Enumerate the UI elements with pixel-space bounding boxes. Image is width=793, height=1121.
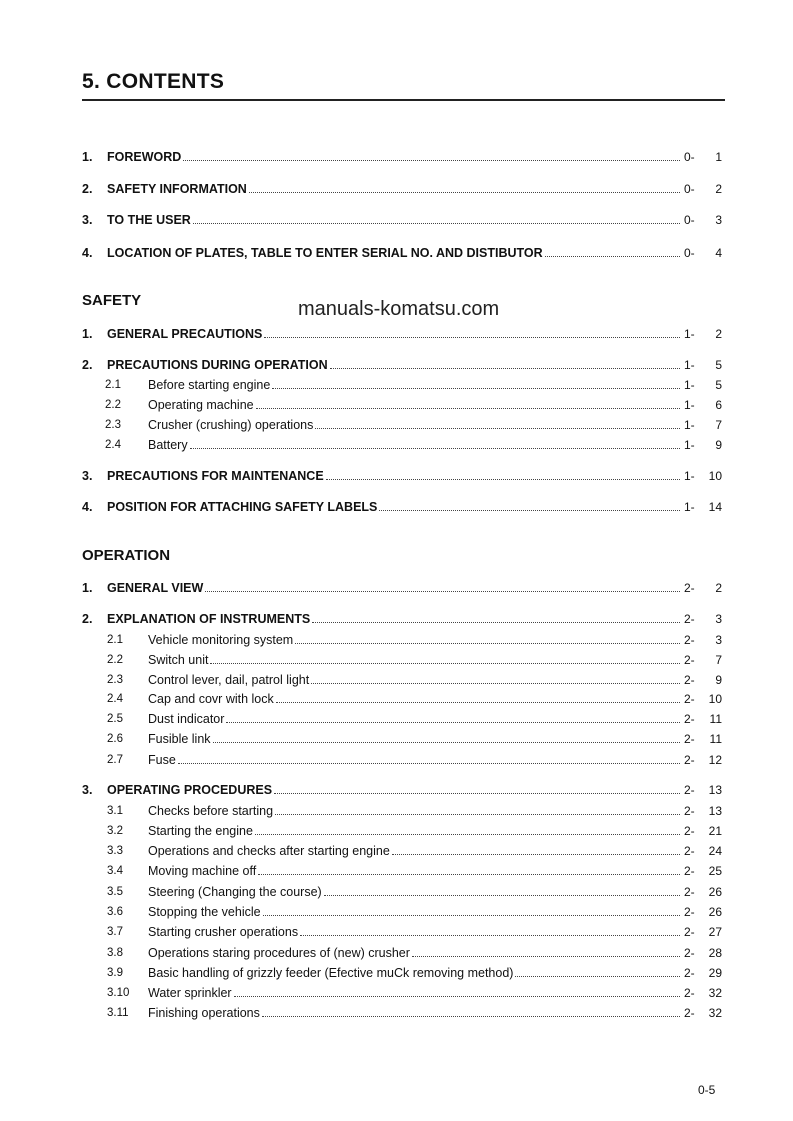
entry-number: 3.3	[107, 845, 123, 857]
dot-leader	[300, 935, 680, 936]
entry-page	[684, 418, 722, 432]
entry-title: Starting the engine	[148, 824, 253, 838]
toc-entry[interactable]	[82, 467, 722, 483]
chapter-number: 2-	[684, 966, 695, 980]
entry-page	[684, 327, 722, 341]
entry-page	[684, 692, 722, 706]
watermark: manuals-komatsu.com	[298, 298, 500, 320]
entry-title: Switch unit	[148, 653, 209, 667]
entry-number: 2.3	[107, 674, 123, 686]
page-number-value: 13	[708, 783, 722, 797]
entry-title: Operating machine	[148, 398, 254, 412]
toc-subentry[interactable]	[82, 822, 722, 838]
entry-page	[684, 864, 722, 878]
dot-leader	[326, 479, 680, 480]
entry-title: OPERATING PROCEDURES	[107, 783, 273, 797]
dot-leader	[515, 976, 680, 977]
entry-number: 3.7	[107, 926, 123, 938]
dot-leader	[193, 223, 680, 224]
title-rule	[82, 99, 725, 101]
entry-page	[684, 844, 722, 858]
dot-leader	[315, 428, 680, 429]
dot-leader	[205, 591, 680, 592]
entry-title: Water sprinkler	[148, 986, 232, 1000]
dot-leader	[311, 683, 680, 684]
entry-number: 2.	[82, 358, 93, 372]
page-number-value: 21	[708, 824, 722, 838]
entry-number: 3.6	[107, 906, 123, 918]
page-number-value: 2	[715, 327, 722, 341]
entry-page	[684, 986, 722, 1000]
toc-subentry[interactable]	[82, 1004, 722, 1020]
toc-subentry[interactable]	[82, 964, 722, 980]
entry-number: 3.	[82, 213, 93, 227]
toc-subentry[interactable]	[82, 376, 722, 392]
dot-leader	[379, 510, 680, 511]
entry-page	[684, 885, 722, 899]
dot-leader	[190, 448, 680, 449]
chapter-number: 1-	[684, 418, 695, 432]
dot-leader	[258, 874, 680, 875]
page-number-value: 25	[708, 864, 722, 878]
chapter-number: 2-	[684, 712, 695, 726]
toc-subentry[interactable]	[82, 802, 722, 818]
page-number-value: 28	[708, 946, 722, 960]
entry-title: TO THE USER	[107, 213, 191, 227]
entry-page	[684, 712, 722, 726]
entry-title: Finishing operations	[148, 1006, 260, 1020]
chapter-number: 1-	[684, 469, 695, 483]
entry-title: EXPLANATION OF INSTRUMENTS	[107, 612, 311, 626]
dot-leader	[545, 256, 680, 257]
chapter-number: 1-	[684, 378, 695, 392]
entry-page	[684, 438, 722, 452]
entry-number: 1.	[82, 581, 93, 595]
toc-subentry[interactable]	[82, 842, 722, 858]
dot-leader	[255, 834, 680, 835]
page-number-value: 4	[715, 246, 722, 260]
dot-leader	[213, 742, 680, 743]
entry-title: SAFETY INFORMATION	[107, 182, 247, 196]
chapter-number: 2-	[684, 824, 695, 838]
page-number-value: 14	[708, 500, 722, 514]
chapter-number: 2-	[684, 885, 695, 899]
dot-leader	[262, 1016, 680, 1017]
page-number-value: 1	[715, 150, 722, 164]
entry-title: Checks before starting	[148, 804, 274, 818]
toc-subentry[interactable]	[82, 651, 722, 667]
entry-number: 2.4	[107, 693, 123, 705]
entry-title: Cap and covr with lock	[148, 692, 274, 706]
dot-leader	[274, 793, 680, 794]
entry-number: 3.8	[107, 947, 123, 959]
page-number-value: 9	[715, 438, 722, 452]
toc-subentry[interactable]	[82, 903, 722, 919]
page-number-value: 10	[708, 692, 722, 706]
toc-subentry[interactable]	[82, 944, 722, 960]
chapter-number: 0-	[684, 182, 695, 196]
dot-leader	[249, 192, 680, 193]
dot-leader	[392, 854, 680, 855]
page-number-value: 11	[709, 712, 722, 726]
page-number-value: 10	[708, 469, 722, 483]
chapter-number: 1-	[684, 500, 695, 514]
entry-number: 2.	[82, 182, 93, 196]
toc-entry[interactable]	[82, 356, 722, 372]
section-heading-safety: SAFETY	[82, 292, 142, 309]
page-number-value: 5	[715, 358, 722, 372]
entry-number: 3.2	[107, 825, 123, 837]
toc-subentry[interactable]	[82, 751, 722, 767]
entry-title: PRECAUTIONS DURING OPERATION	[107, 358, 328, 372]
entry-number: 2.6	[107, 733, 123, 745]
entry-number: 3.11	[107, 1007, 129, 1019]
entry-page	[684, 905, 722, 919]
entry-title: Basic handling of grizzly feeder (Efective muCk removing method)	[148, 966, 514, 980]
toc-entry[interactable]	[82, 498, 722, 514]
page-number-value: 2	[715, 581, 722, 595]
toc-entry[interactable]	[82, 244, 722, 260]
entry-number: 3.10	[107, 987, 130, 999]
entry-page	[684, 581, 722, 595]
entry-page	[684, 398, 722, 412]
page-number-value: 32	[708, 986, 722, 1000]
entry-page	[684, 213, 722, 227]
entry-page	[684, 783, 722, 797]
entry-page	[684, 925, 722, 939]
dot-leader	[272, 388, 680, 389]
chapter-number: 2-	[684, 633, 695, 647]
toc-entry[interactable]	[82, 610, 722, 626]
chapter-number: 0-	[684, 213, 695, 227]
chapter-number: 2-	[684, 732, 695, 746]
page-number: 0-5	[698, 1083, 716, 1097]
chapter-number: 2-	[684, 653, 695, 667]
entry-title: Vehicle monitoring system	[148, 633, 294, 647]
toc-subentry[interactable]	[82, 631, 722, 647]
entry-page	[684, 378, 722, 392]
chapter-number: 2-	[684, 804, 695, 818]
entry-page	[684, 1006, 722, 1020]
page-number-value: 5	[715, 378, 722, 392]
dot-leader	[226, 722, 680, 723]
chapter-number: 2-	[684, 925, 695, 939]
section-heading-operation: OPERATION	[82, 547, 171, 564]
toc-entry[interactable]	[82, 180, 722, 196]
entry-title: FOREWORD	[107, 150, 182, 164]
chapter-number: 2-	[684, 986, 695, 1000]
chapter-number: 2-	[684, 946, 695, 960]
entry-title: Control lever, dail, patrol light	[148, 673, 310, 687]
entry-number: 1.	[82, 327, 93, 341]
toc-subentry[interactable]	[82, 690, 722, 706]
chapter-number: 2-	[684, 844, 695, 858]
entry-number: 2.7	[107, 754, 123, 766]
page-number-value: 26	[708, 905, 722, 919]
entry-number: 2.5	[107, 713, 123, 725]
dot-leader	[312, 622, 680, 623]
entry-number: 3.5	[107, 886, 123, 898]
page-number-value: 26	[708, 885, 722, 899]
toc-subentry[interactable]	[82, 883, 722, 899]
entry-title: PRECAUTIONS FOR MAINTENANCE	[107, 469, 324, 483]
chapter-number: 1-	[684, 358, 695, 372]
page-number-value: 3	[715, 633, 722, 647]
page-number-value: 13	[708, 804, 722, 818]
entry-page	[684, 182, 722, 196]
toc-subentry[interactable]	[82, 730, 722, 746]
dot-leader	[295, 643, 680, 644]
dot-leader	[330, 368, 680, 369]
toc-entry[interactable]	[82, 211, 722, 227]
chapter-number: 2-	[684, 673, 695, 687]
entry-number: 3.1	[107, 805, 123, 817]
entry-number: 3.9	[107, 967, 123, 979]
chapter-number: 2-	[684, 783, 695, 797]
entry-title: LOCATION OF PLATES, TABLE TO ENTER SERIAL NO. AND DISTIBUTOR	[107, 246, 543, 260]
page-number-value: 32	[708, 1006, 722, 1020]
dot-leader	[256, 408, 680, 409]
chapter-number: 2-	[684, 753, 695, 767]
page-number-value: 27	[708, 925, 722, 939]
entry-page	[684, 469, 722, 483]
entry-number: 2.	[82, 612, 93, 626]
entry-page	[684, 150, 722, 164]
entry-number: 1.	[82, 150, 93, 164]
chapter-number: 2-	[684, 864, 695, 878]
chapter-number: 2-	[684, 692, 695, 706]
entry-title: Crusher (crushing) operations	[148, 418, 314, 432]
entry-page	[684, 358, 722, 372]
entry-page	[684, 612, 722, 626]
toc-subentry[interactable]	[82, 923, 722, 939]
toc-subentry[interactable]	[82, 671, 722, 687]
entry-number: 2.3	[105, 419, 121, 431]
entry-page	[684, 673, 722, 687]
entry-page	[684, 246, 722, 260]
entry-number: 2.2	[107, 654, 123, 666]
page-number-value: 3	[715, 612, 722, 626]
toc-subentry[interactable]	[82, 984, 722, 1000]
entry-title: Before starting engine	[148, 378, 271, 392]
entry-page	[684, 500, 722, 514]
entry-title: Moving machine off	[148, 864, 257, 878]
dot-leader	[183, 160, 680, 161]
entry-number: 3.	[82, 469, 93, 483]
page-number-value: 6	[715, 398, 722, 412]
page-number-value: 2	[715, 182, 722, 196]
entry-title: Fusible link	[148, 732, 211, 746]
dot-leader	[210, 663, 680, 664]
chapter-number: 2-	[684, 581, 695, 595]
entry-number: 4.	[82, 246, 93, 260]
chapter-number: 1-	[684, 438, 695, 452]
page-number-value: 7	[715, 653, 722, 667]
entry-title: Starting crusher operations	[148, 925, 299, 939]
chapter-number: 0-	[684, 246, 695, 260]
page-number-value: 11	[709, 732, 722, 746]
dot-leader	[263, 915, 680, 916]
toc-entry[interactable]	[82, 781, 722, 797]
entry-title: Fuse	[148, 753, 176, 767]
dot-leader	[264, 337, 680, 338]
toc-entry[interactable]	[82, 325, 722, 341]
entry-title: Steering (Changing the course)	[148, 885, 322, 899]
entry-number: 2.1	[107, 634, 123, 646]
entry-number: 3.4	[107, 865, 123, 877]
entry-number: 4.	[82, 500, 93, 514]
dot-leader	[324, 895, 680, 896]
page-number-value: 7	[715, 418, 722, 432]
toc-entry[interactable]	[82, 579, 722, 595]
page-number-value: 29	[708, 966, 722, 980]
toc-subentry[interactable]	[82, 436, 722, 452]
chapter-number: 1-	[684, 327, 695, 341]
dot-leader	[412, 956, 680, 957]
entry-title: POSITION FOR ATTACHING SAFETY LABELS	[107, 500, 378, 514]
entry-page	[684, 633, 722, 647]
dot-leader	[234, 996, 680, 997]
toc-entry[interactable]	[82, 148, 722, 164]
chapter-number: 2-	[684, 1006, 695, 1020]
entry-page	[684, 732, 722, 746]
page-number-value: 9	[715, 673, 722, 687]
entry-page	[684, 653, 722, 667]
dot-leader	[178, 763, 680, 764]
chapter-number: 2-	[684, 612, 695, 626]
entry-title: Dust indicator	[148, 712, 225, 726]
dot-leader	[275, 814, 680, 815]
toc-subentry[interactable]	[82, 710, 722, 726]
entry-number: 3.	[82, 783, 93, 797]
entry-page	[684, 804, 722, 818]
entry-page	[684, 753, 722, 767]
page-number-value: 12	[708, 753, 722, 767]
entry-title: Operations staring procedures of (new) crusher	[148, 946, 410, 960]
chapter-number: 1-	[684, 398, 695, 412]
entry-page	[684, 966, 722, 980]
toc-subentry[interactable]	[82, 862, 722, 878]
page-number-value: 24	[708, 844, 722, 858]
entry-title: Operations and checks after starting engine	[148, 844, 390, 858]
entry-title: Stopping the vehicle	[148, 905, 261, 919]
page-number-value: 3	[715, 213, 722, 227]
toc-subentry[interactable]	[82, 416, 722, 432]
entry-title: Battery	[148, 438, 188, 452]
dot-leader	[276, 702, 680, 703]
entry-number: 2.1	[105, 379, 121, 391]
entry-page	[684, 824, 722, 838]
chapter-number: 0-	[684, 150, 695, 164]
entry-title: GENERAL PRECAUTIONS	[107, 327, 263, 341]
entry-title: GENERAL VIEW	[107, 581, 204, 595]
entry-number: 2.4	[105, 439, 121, 451]
toc-subentry[interactable]	[82, 396, 722, 412]
chapter-number: 2-	[684, 905, 695, 919]
entry-number: 2.2	[105, 399, 121, 411]
entry-page	[684, 946, 722, 960]
page-title: 5. CONTENTS	[82, 70, 225, 93]
